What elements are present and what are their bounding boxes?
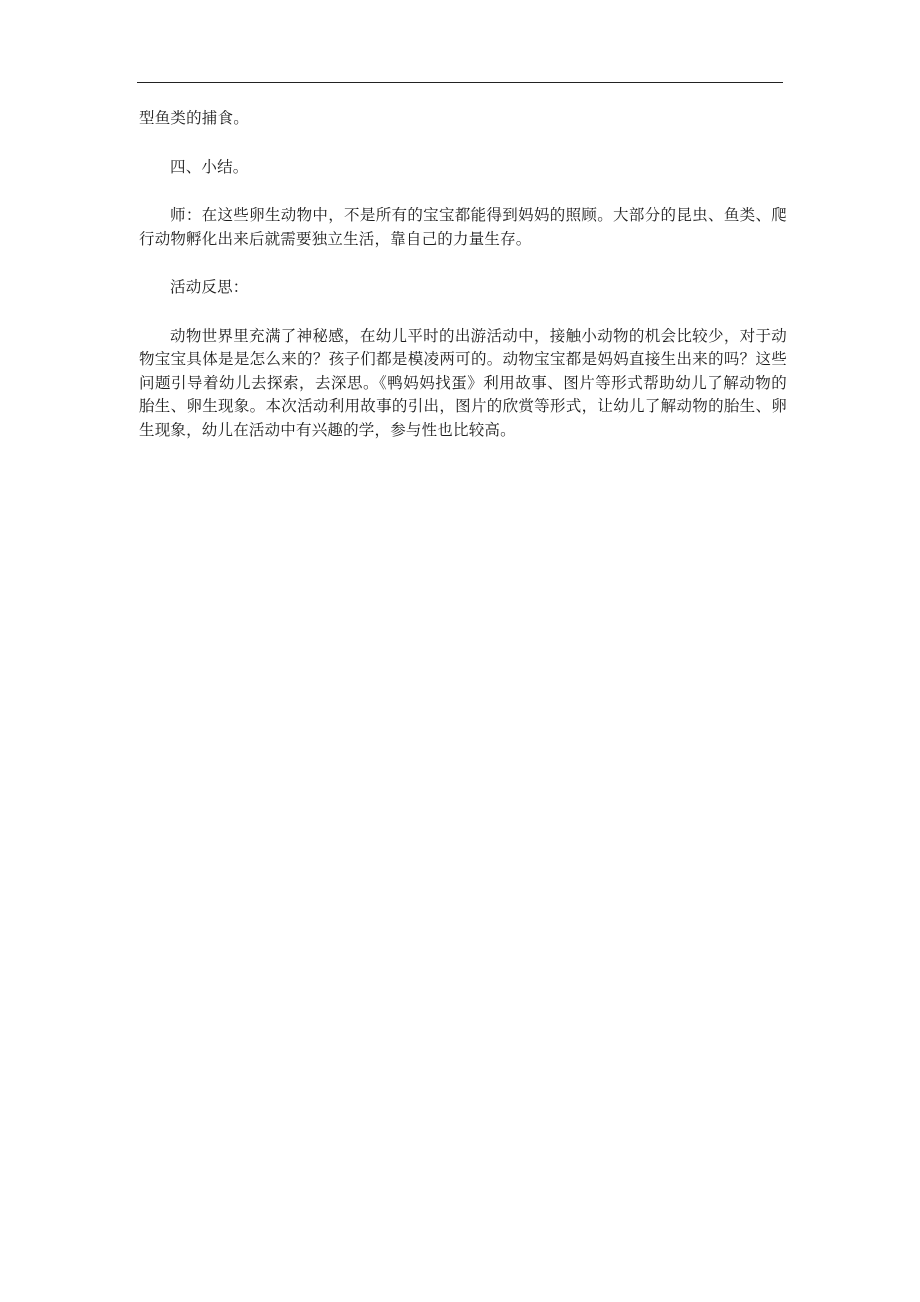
header-divider bbox=[137, 82, 783, 83]
section-heading-reflection: 活动反思： bbox=[170, 278, 249, 296]
paragraph-teacher-summary: 师：在这些卵生动物中，不是所有的宝宝都能得到妈妈的照顾。大部分的昆虫、鱼类、爬行动物孵化出来后就需要独立生活，靠自己的力量生存。 bbox=[139, 206, 787, 248]
section-heading-summary: 四、小结。 bbox=[170, 157, 249, 176]
paragraph-reflection: 动物世界里充满了神秘感，在幼儿平时的出游活动中，接触小动物的机会比较少，对于动物宝宝具体是是怎么来的？孩子们都是模凌两可的。动物宝宝都是妈妈直接生出来的吗？这些问题引导着幼儿去探索，去深思。《鸭妈妈找蛋》利用故事、图片等形式帮助幼儿了解动物的胎生、卵生现象。本次活动利用故事的引出，图片的欣赏等形式，让幼儿了解动物的胎生、卵生现象，幼儿在活动中有兴趣的学，参与性也比较高。 bbox=[139, 326, 787, 439]
document-body bbox=[139, 107, 787, 442]
paragraph-continuation: 型鱼类的捕食。 bbox=[139, 109, 249, 127]
